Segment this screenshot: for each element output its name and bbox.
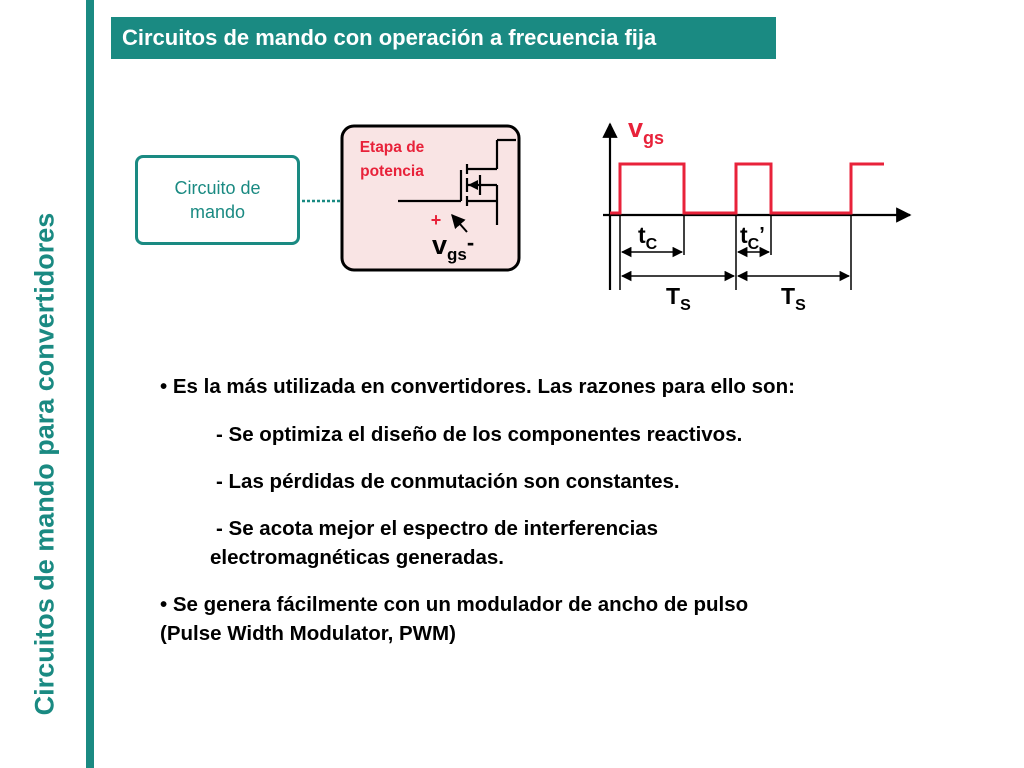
sub-bullet-3: [160, 514, 980, 572]
bullet-2-line-2: (Pulse Width Modulator, PWM): [160, 622, 456, 645]
control-circuit-box: [135, 155, 300, 245]
sub-bullet-3-line-1: - Se acota mejor el espectro de interferencias: [216, 517, 659, 540]
sub-bullet-2: - Las pérdidas de conmutación son constantes.: [216, 470, 680, 493]
control-box-label-1: Circuito de: [174, 178, 261, 198]
pwm-waveform: [610, 164, 884, 213]
sub-bullet-1: - Se optimiza el diseño de los componentes reactivos.: [216, 423, 743, 446]
tc-prime-label: $t_C$’: [740, 222, 765, 253]
bullet-1: • Es la más utilizada en convertidores. Las razones para ello son:: [160, 375, 795, 398]
ts1-label: $T_S$: [666, 283, 691, 314]
tc-label: $t_C$: [638, 222, 658, 253]
bullet-2-line-1: • Se genera fácilmente con un modulador de ancho de pulso: [160, 593, 749, 616]
power-stage-plus: +: [430, 210, 442, 230]
waveform-axis-label: $v_{gs}$: [628, 113, 665, 148]
power-stage-vgs: $v_{gs}^-$: [432, 230, 475, 264]
bullet-2: [160, 590, 980, 648]
bullet-list: [160, 372, 980, 648]
power-stage-label-2: potencia: [360, 163, 424, 180]
power-stage-label-1: Etapa de: [359, 139, 425, 156]
sub-bullet-3-line-2: electromagnéticas generadas.: [210, 546, 504, 569]
ts2-label: $T_S$: [781, 283, 806, 314]
control-box-label-2: mando: [189, 202, 246, 222]
side-title: Circuitos de mando para convertidores: [29, 212, 60, 716]
slide-title: Circuitos de mando con operación a frecuencia fija: [111, 17, 776, 59]
